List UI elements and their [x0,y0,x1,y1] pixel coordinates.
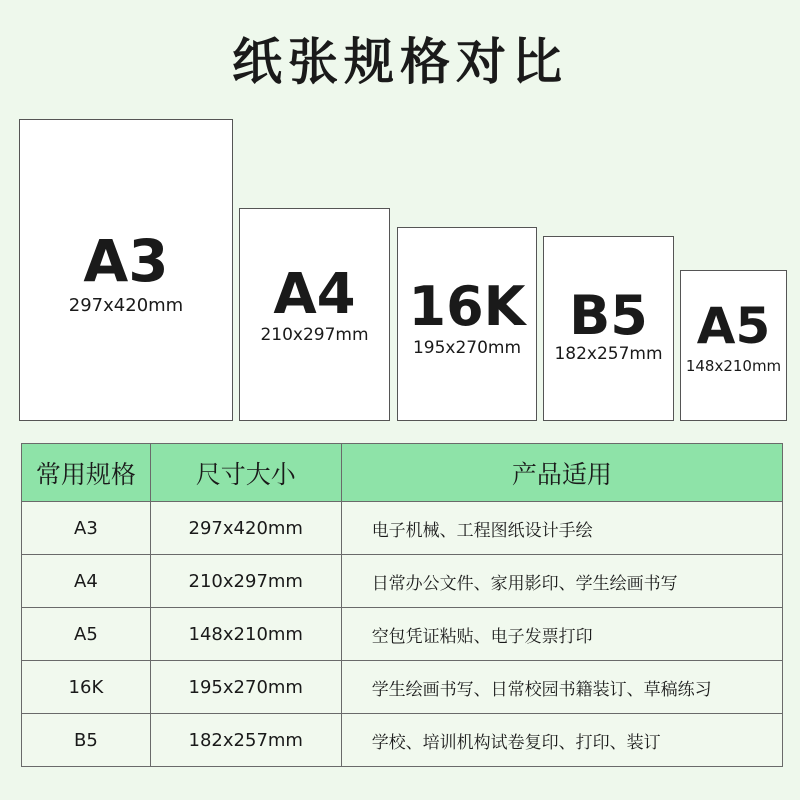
sheet-16k-code: 16K [408,275,526,338]
sheet-b5 [543,236,674,421]
header-size: 尺寸大小 [150,444,341,502]
cell-spec: A5 [22,608,151,661]
table-row [22,555,783,608]
table-row [22,608,783,661]
cell-spec: 16K [22,661,151,714]
cell-size: 195x270mm [150,661,341,714]
sheet-b5-code: B5 [569,284,648,347]
cell-size: 148x210mm [150,608,341,661]
sheet-a5 [680,270,787,421]
sheet-a5-dim: 148x210mm [685,357,782,375]
sheet-16k [397,227,537,421]
cell-size: 210x297mm [150,555,341,608]
sheet-a5-code: A5 [696,297,771,355]
table-row [22,661,783,714]
cell-size: 182x257mm [150,714,341,767]
cell-use: 日常办公文件、家用影印、学生绘画书写 [341,555,782,608]
cell-spec: A4 [22,555,151,608]
header-spec: 常用规格 [22,444,151,502]
cell-use: 学生绘画书写、日常校园书籍装订、草稿练习 [341,661,782,714]
cell-size: 297x420mm [150,502,341,555]
spec-table [21,443,783,767]
sheet-a3-code: A3 [83,227,169,295]
page-title: 纸张规格对比 [232,33,568,91]
cell-use: 电子机械、工程图纸设计手绘 [341,502,782,555]
cell-spec: B5 [22,714,151,767]
table-header-row [22,444,783,502]
sheet-a3-dim: 297x420mm [68,295,184,316]
table-row [22,714,783,767]
sheet-a4-code: A4 [273,262,356,327]
sheet-b5-dim: 182x257mm [554,344,663,364]
cell-use: 空包凭证粘贴、电子发票打印 [341,608,782,661]
sheet-a3 [19,119,233,421]
cell-spec: A3 [22,502,151,555]
cell-use: 学校、培训机构试卷复印、打印、装订 [341,714,782,767]
header-use: 产品适用 [341,444,782,502]
sheet-a4 [239,208,390,421]
sheet-a4-dim: 210x297mm [260,325,369,345]
sheet-16k-dim: 195x270mm [412,338,522,358]
table-row [22,502,783,555]
